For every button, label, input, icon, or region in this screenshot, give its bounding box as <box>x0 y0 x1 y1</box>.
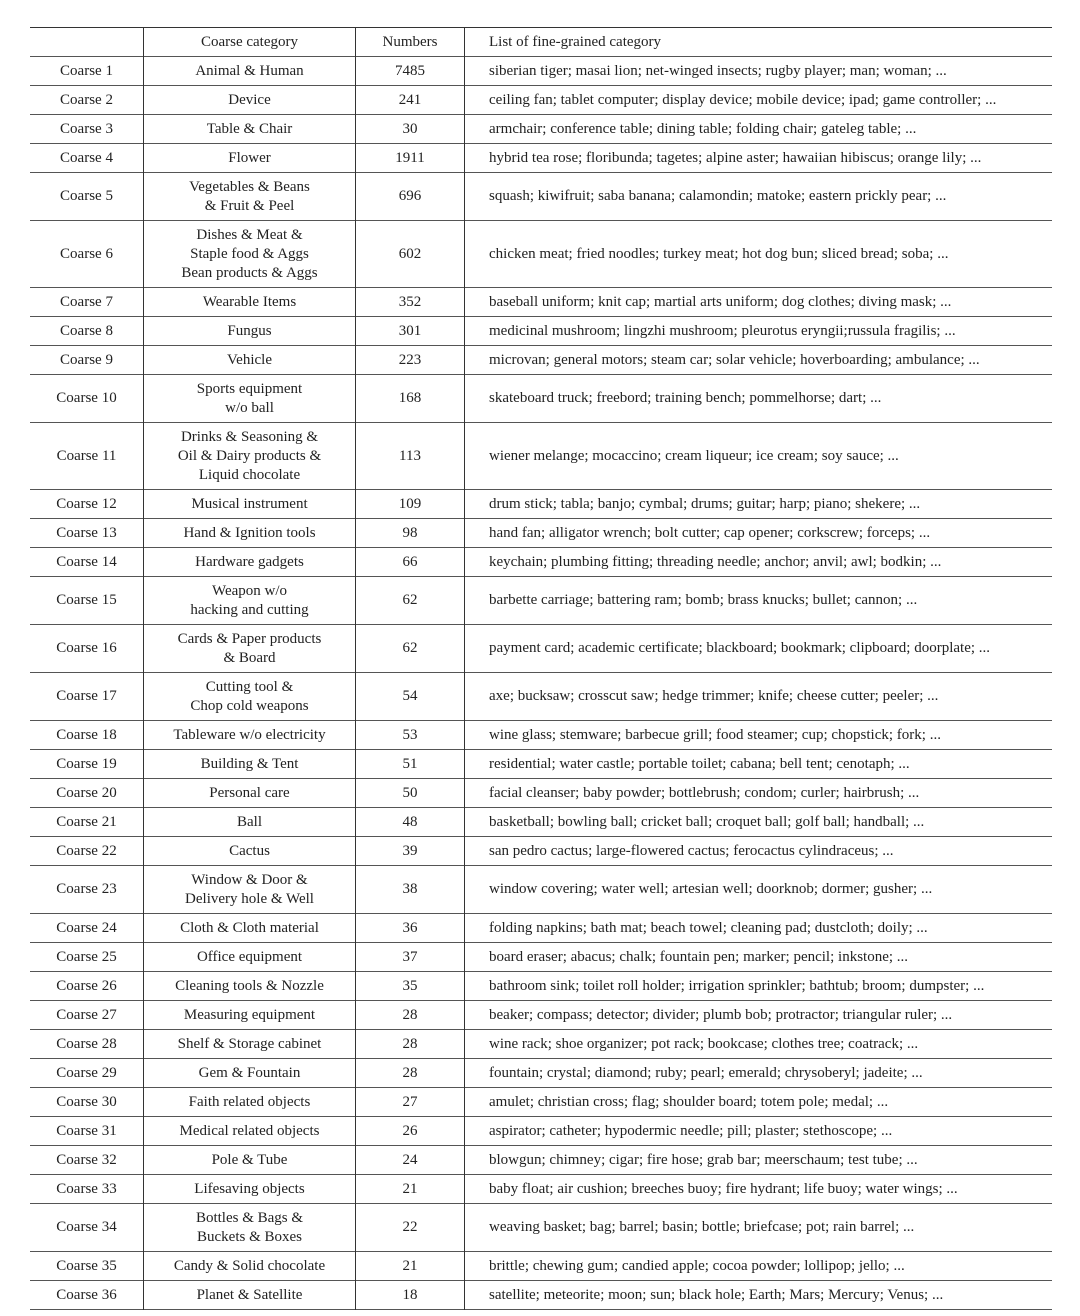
fine-grained-list-cell: drum stick; tabla; banjo; cymbal; drums; guitar; harp; piano; shekere; ... <box>465 490 1053 519</box>
coarse-id-cell: Coarse 7 <box>60 293 113 310</box>
coarse-id-cell: Coarse 26 <box>56 977 117 994</box>
table-row <box>30 866 1052 914</box>
coarse-category-cell <box>144 1175 356 1204</box>
numbers-cell: 22 <box>356 1204 465 1252</box>
fine-grained-list-cell: fountain; crystal; diamond; ruby; pearl; emerald; chrysoberyl; jadeite; ... <box>465 1059 1053 1088</box>
fine-grained-list-cell: residential; water castle; portable toilet; cabana; bell tent; cenotaph; ... <box>465 750 1053 779</box>
coarse-id-cell: Coarse 18 <box>56 726 117 743</box>
coarse-category-line: Animal & Human <box>195 62 304 79</box>
coarse-category-cell <box>144 1146 356 1175</box>
coarse-category-cell <box>144 750 356 779</box>
category-table-container <box>30 27 1052 1310</box>
coarse-category-cell <box>144 144 356 173</box>
coarse-category-cell <box>144 914 356 943</box>
coarse-id-cell: Coarse 32 <box>56 1151 117 1168</box>
coarse-category-line: Weapon w/o <box>211 582 288 599</box>
numbers-cell: 301 <box>356 317 465 346</box>
coarse-id-cell: Coarse 13 <box>56 524 117 541</box>
fine-grained-list-cell: satellite; meteorite; moon; sun; black hole; Earth; Mars; Mercury; Venus; ... <box>465 1281 1053 1310</box>
table-row <box>30 1030 1052 1059</box>
fine-grained-list-cell: armchair; conference table; dining table; folding chair; gateleg table; ... <box>465 115 1053 144</box>
table-row <box>30 548 1052 577</box>
table-row <box>30 837 1052 866</box>
coarse-id-cell: Coarse 16 <box>56 640 117 656</box>
coarse-category-line: Shelf & Storage cabinet <box>177 1035 322 1052</box>
coarse-category-line: Cutting tool & <box>205 678 294 695</box>
coarse-category-cell <box>144 173 356 221</box>
numbers-cell: 21 <box>356 1252 465 1281</box>
coarse-category-cell <box>144 1281 356 1310</box>
coarse-category-cell <box>144 1001 356 1030</box>
table-row <box>30 1001 1052 1030</box>
numbers-cell: 7485 <box>356 57 465 86</box>
fine-grained-list-cell: wine glass; stemware; barbecue grill; food steamer; cup; chopstick; fork; ... <box>465 721 1053 750</box>
table-row <box>30 943 1052 972</box>
fine-grained-list-cell: bathroom sink; toilet roll holder; irrigation sprinkler; bathtub; broom; dumpster; ... <box>465 972 1053 1001</box>
coarse-id-cell: Coarse 23 <box>56 881 117 897</box>
fine-grained-list-cell: hybrid tea rose; floribunda; tagetes; alpine aster; hawaiian hibiscus; orange lily; ... <box>465 144 1053 173</box>
fine-grained-list-cell: squash; kiwifruit; saba banana; calamondin; matoke; eastern prickly pear; ... <box>465 173 1053 221</box>
coarse-category-cell <box>144 808 356 837</box>
fine-grained-list-cell: keychain; plumbing fitting; threading needle; anchor; anvil; awl; bodkin; ... <box>465 548 1053 577</box>
fine-grained-list-cell: medicinal mushroom; lingzhi mushroom; pleurotus eryngii;russula fragilis; ... <box>465 317 1053 346</box>
numbers-cell: 241 <box>356 86 465 115</box>
coarse-category-line: Ball <box>237 813 262 830</box>
coarse-category-cell <box>144 519 356 548</box>
numbers-cell: 113 <box>356 423 465 490</box>
coarse-id-cell: Coarse 12 <box>56 495 117 512</box>
numbers-cell: 37 <box>356 943 465 972</box>
coarse-id-cell: Coarse 30 <box>56 1093 117 1110</box>
numbers-cell: 168 <box>356 375 465 423</box>
table-row <box>30 1117 1052 1146</box>
coarse-id-cell: Coarse 29 <box>56 1064 117 1081</box>
coarse-id-cell: Coarse 8 <box>60 322 113 339</box>
coarse-category-cell <box>144 1088 356 1117</box>
fine-grained-list-cell: wine rack; shoe organizer; pot rack; bookcase; clothes tree; coatrack; ... <box>465 1030 1053 1059</box>
coarse-category-line: Vegetables & Beans <box>189 178 310 195</box>
table-row <box>30 1204 1052 1252</box>
coarse-category-line: Table & Chair <box>206 120 293 137</box>
coarse-id-cell: Coarse 31 <box>56 1122 117 1139</box>
fine-grained-list-cell: weaving basket; bag; barrel; basin; bottle; briefcase; pot; rain barrel; ... <box>465 1204 1053 1252</box>
table-row <box>30 914 1052 943</box>
coarse-id-cell: Coarse 4 <box>60 149 113 166</box>
fine-grained-list-cell: axe; bucksaw; crosscut saw; hedge trimmer; knife; cheese cutter; peeler; ... <box>465 673 1053 721</box>
coarse-category-cell <box>144 1204 356 1252</box>
table-row <box>30 1252 1052 1281</box>
coarse-category-line: Cleaning tools & Nozzle <box>175 977 324 994</box>
table-row <box>30 1175 1052 1204</box>
numbers-cell: 28 <box>356 1030 465 1059</box>
coarse-id-cell: Coarse 11 <box>56 447 117 464</box>
table-row <box>30 1281 1052 1310</box>
coarse-category-line: Cards & Paper products <box>177 630 322 647</box>
coarse-category-cell <box>144 375 356 423</box>
fine-grained-list-cell: brittle; chewing gum; candied apple; cocoa powder; lollipop; jello; ... <box>465 1252 1053 1281</box>
fine-grained-list-cell: board eraser; abacus; chalk; fountain pen; marker; pencil; inkstone; ... <box>465 943 1053 972</box>
coarse-id-cell: Coarse 20 <box>56 784 117 801</box>
coarse-category-cell <box>144 625 356 673</box>
coarse-id-cell: Coarse 27 <box>56 1006 117 1023</box>
numbers-cell: 53 <box>356 721 465 750</box>
coarse-category-line: Staple food & Aggs <box>190 245 309 262</box>
numbers-cell: 36 <box>356 914 465 943</box>
numbers-cell: 39 <box>356 837 465 866</box>
coarse-category-line: Buckets & Boxes <box>197 1228 302 1245</box>
coarse-id-cell: Coarse 3 <box>60 120 113 137</box>
header-numbers: Numbers <box>356 28 465 57</box>
coarse-category-line: Cactus <box>229 842 270 859</box>
numbers-cell: 352 <box>356 288 465 317</box>
header-coarse-category: Coarse category <box>144 28 356 57</box>
coarse-category-line: Flower <box>228 149 271 166</box>
coarse-category-cell <box>144 943 356 972</box>
numbers-cell: 54 <box>356 673 465 721</box>
table-row <box>30 721 1052 750</box>
fine-grained-list-cell: baseball uniform; knit cap; martial arts uniform; dog clothes; diving mask; ... <box>465 288 1053 317</box>
coarse-category-line: & Board <box>223 649 276 666</box>
coarse-category-line: w/o ball <box>225 399 274 416</box>
numbers-cell: 98 <box>356 519 465 548</box>
coarse-category-line: Planet & Satellite <box>196 1286 303 1303</box>
coarse-category-line: Chop cold weapons <box>190 697 309 714</box>
fine-grained-list-cell: siberian tiger; masai lion; net-winged insects; rugby player; man; woman; ... <box>465 57 1053 86</box>
table-row <box>30 577 1052 625</box>
coarse-category-cell <box>144 221 356 288</box>
coarse-id-cell: Coarse 35 <box>56 1257 117 1274</box>
fine-grained-list-cell: aspirator; catheter; hypodermic needle; pill; plaster; stethoscope; ... <box>465 1117 1053 1146</box>
fine-grained-list-cell: amulet; christian cross; flag; shoulder board; totem pole; medal; ... <box>465 1088 1053 1117</box>
numbers-cell: 1911 <box>356 144 465 173</box>
numbers-cell: 30 <box>356 115 465 144</box>
table-header-row <box>30 28 1052 57</box>
numbers-cell: 18 <box>356 1281 465 1310</box>
numbers-cell: 66 <box>356 548 465 577</box>
coarse-category-line: Wearable Items <box>202 293 297 310</box>
coarse-category-line: Dishes & Meat & <box>196 226 303 243</box>
table-row <box>30 625 1052 673</box>
fine-grained-list-cell: wiener melange; mocaccino; cream liqueur; ice cream; soy sauce; ... <box>465 423 1053 490</box>
table-row <box>30 423 1052 490</box>
coarse-category-line: Lifesaving objects <box>194 1180 305 1197</box>
coarse-category-line: Cloth & Cloth material <box>180 919 319 936</box>
table-row <box>30 519 1052 548</box>
numbers-cell: 28 <box>356 1059 465 1088</box>
table-row <box>30 779 1052 808</box>
table-row <box>30 808 1052 837</box>
numbers-cell: 28 <box>356 1001 465 1030</box>
coarse-id-cell: Coarse 25 <box>56 948 117 965</box>
coarse-category-line: Musical instrument <box>191 495 308 512</box>
coarse-id-cell: Coarse 6 <box>60 245 113 262</box>
table-row <box>30 173 1052 221</box>
numbers-cell: 51 <box>356 750 465 779</box>
table-row <box>30 750 1052 779</box>
coarse-id-cell: Coarse 33 <box>56 1180 117 1197</box>
coarse-category-line: Bottles & Bags & <box>195 1209 304 1226</box>
fine-grained-list-cell: skateboard truck; freebord; training bench; pommelhorse; dart; ... <box>465 375 1053 423</box>
coarse-category-line: Medical related objects <box>179 1122 320 1139</box>
coarse-category-line: Sports equipment <box>196 380 303 397</box>
table-row <box>30 115 1052 144</box>
coarse-category-line: Vehicle <box>227 351 272 368</box>
fine-grained-list-cell: microvan; general motors; steam car; solar vehicle; hoverboarding; ambulance; ... <box>465 346 1053 375</box>
fine-grained-list-cell: facial cleanser; baby powder; bottlebrush; condom; curler; hairbrush; ... <box>465 779 1053 808</box>
coarse-category-line: Gem & Fountain <box>198 1064 301 1081</box>
coarse-id-cell: Coarse 17 <box>56 688 117 704</box>
coarse-category-cell <box>144 288 356 317</box>
coarse-category-cell <box>144 1030 356 1059</box>
numbers-cell: 602 <box>356 221 465 288</box>
fine-grained-list-cell: barbette carriage; battering ram; bomb; brass knucks; bullet; cannon; ... <box>465 577 1053 625</box>
coarse-id-cell: Coarse 15 <box>56 592 117 608</box>
numbers-cell: 696 <box>356 173 465 221</box>
table-row <box>30 86 1052 115</box>
coarse-category-line: Liquid chocolate <box>198 466 301 483</box>
coarse-id-cell: Coarse 21 <box>56 813 117 830</box>
numbers-cell: 109 <box>356 490 465 519</box>
coarse-category-line: Hardware gadgets <box>195 553 304 570</box>
table-row <box>30 346 1052 375</box>
coarse-category-cell <box>144 317 356 346</box>
fine-grained-list-cell: blowgun; chimney; cigar; fire hose; grab bar; meerschaum; test tube; ... <box>465 1146 1053 1175</box>
coarse-category-line: Building & Tent <box>200 755 299 772</box>
coarse-category-line: Hand & Ignition tools <box>183 524 316 541</box>
fine-grained-list-cell: payment card; academic certificate; blackboard; bookmark; clipboard; doorplate; ... <box>465 625 1053 673</box>
coarse-category-cell <box>144 577 356 625</box>
coarse-id-cell: Coarse 5 <box>60 188 113 204</box>
coarse-category-cell <box>144 548 356 577</box>
coarse-id-cell: Coarse 36 <box>56 1286 117 1303</box>
coarse-category-cell <box>144 490 356 519</box>
coarse-category-line: & Fruit & Peel <box>204 197 295 214</box>
coarse-category-line: Oil & Dairy products & <box>177 447 322 464</box>
coarse-id-cell: Coarse 34 <box>56 1219 117 1235</box>
coarse-category-line: Delivery hole & Well <box>185 890 314 907</box>
coarse-id-cell: Coarse 22 <box>56 842 117 859</box>
coarse-category-line: Tableware w/o electricity <box>173 726 326 743</box>
table-row <box>30 1059 1052 1088</box>
coarse-category-line: Personal care <box>209 784 290 801</box>
coarse-category-line: Device <box>228 91 271 108</box>
coarse-category-cell <box>144 779 356 808</box>
table-row <box>30 490 1052 519</box>
coarse-category-line: Drinks & Seasoning & <box>180 428 319 445</box>
coarse-category-cell <box>144 866 356 914</box>
coarse-category-line: Bean products & Aggs <box>181 264 318 281</box>
coarse-category-line: Faith related objects <box>188 1093 311 1110</box>
coarse-id-cell: Coarse 14 <box>56 553 117 570</box>
coarse-id-cell: Coarse 2 <box>60 91 113 108</box>
coarse-category-line: Measuring equipment <box>183 1006 316 1023</box>
fine-grained-list-cell: window covering; water well; artesian well; doorknob; dormer; gusher; ... <box>465 866 1053 914</box>
coarse-category-line: Candy & Solid chocolate <box>173 1257 326 1274</box>
table-body <box>30 57 1052 1310</box>
numbers-cell: 26 <box>356 1117 465 1146</box>
coarse-category-line: Office equipment <box>196 948 303 965</box>
numbers-cell: 35 <box>356 972 465 1001</box>
table-row <box>30 144 1052 173</box>
coarse-id-cell: Coarse 28 <box>56 1035 117 1052</box>
numbers-cell: 27 <box>356 1088 465 1117</box>
table-row <box>30 1088 1052 1117</box>
numbers-cell: 21 <box>356 1175 465 1204</box>
table-row <box>30 673 1052 721</box>
coarse-category-cell <box>144 346 356 375</box>
coarse-category-cell <box>144 972 356 1001</box>
numbers-cell: 24 <box>356 1146 465 1175</box>
coarse-id-cell: Coarse 10 <box>56 390 117 406</box>
fine-grained-list-cell: basketball; bowling ball; cricket ball; croquet ball; golf ball; handball; ... <box>465 808 1053 837</box>
table-row <box>30 317 1052 346</box>
fine-grained-list-cell: ceiling fan; tablet computer; display device; mobile device; ipad; game controller; ... <box>465 86 1053 115</box>
coarse-category-cell <box>144 837 356 866</box>
fine-grained-list-cell: hand fan; alligator wrench; bolt cutter; cap opener; corkscrew; forceps; ... <box>465 519 1053 548</box>
coarse-category-cell <box>144 57 356 86</box>
numbers-cell: 62 <box>356 577 465 625</box>
coarse-category-cell <box>144 115 356 144</box>
header-id <box>30 28 144 57</box>
coarse-category-line: Fungus <box>227 322 272 339</box>
numbers-cell: 62 <box>356 625 465 673</box>
coarse-id-cell: Coarse 24 <box>56 919 117 936</box>
coarse-category-cell <box>144 86 356 115</box>
coarse-category-cell <box>144 673 356 721</box>
table-row <box>30 375 1052 423</box>
fine-grained-list-cell: beaker; compass; detector; divider; plumb bob; protractor; triangular ruler; ... <box>465 1001 1053 1030</box>
coarse-id-cell: Coarse 1 <box>60 62 113 79</box>
coarse-category-line: hacking and cutting <box>190 601 309 618</box>
header-fine-grained-list: List of fine-grained category <box>465 28 1053 57</box>
coarse-category-line: Pole & Tube <box>211 1151 288 1168</box>
fine-grained-list-cell: san pedro cactus; large-flowered cactus; ferocactus cylindraceus; ... <box>465 837 1053 866</box>
fine-grained-list-cell: baby float; air cushion; breeches buoy; fire hydrant; life buoy; water wings; ... <box>465 1175 1053 1204</box>
numbers-cell: 223 <box>356 346 465 375</box>
table-row <box>30 1146 1052 1175</box>
fine-grained-list-cell: chicken meat; fried noodles; turkey meat; hot dog bun; sliced bread; soba; ... <box>465 221 1053 288</box>
table-row <box>30 221 1052 288</box>
fine-grained-list-cell: folding napkins; bath mat; beach towel; cleaning pad; dustcloth; doily; ... <box>465 914 1053 943</box>
coarse-id-cell: Coarse 19 <box>56 755 117 772</box>
category-table <box>30 27 1052 1310</box>
coarse-category-cell <box>144 1117 356 1146</box>
coarse-id-cell: Coarse 9 <box>60 351 113 368</box>
table-row <box>30 972 1052 1001</box>
coarse-category-cell <box>144 423 356 490</box>
coarse-category-line: Window & Door & <box>191 871 308 888</box>
coarse-category-cell <box>144 1252 356 1281</box>
numbers-cell: 38 <box>356 866 465 914</box>
table-row <box>30 288 1052 317</box>
coarse-category-cell <box>144 721 356 750</box>
numbers-cell: 48 <box>356 808 465 837</box>
coarse-category-cell <box>144 1059 356 1088</box>
numbers-cell: 50 <box>356 779 465 808</box>
table-row <box>30 57 1052 86</box>
